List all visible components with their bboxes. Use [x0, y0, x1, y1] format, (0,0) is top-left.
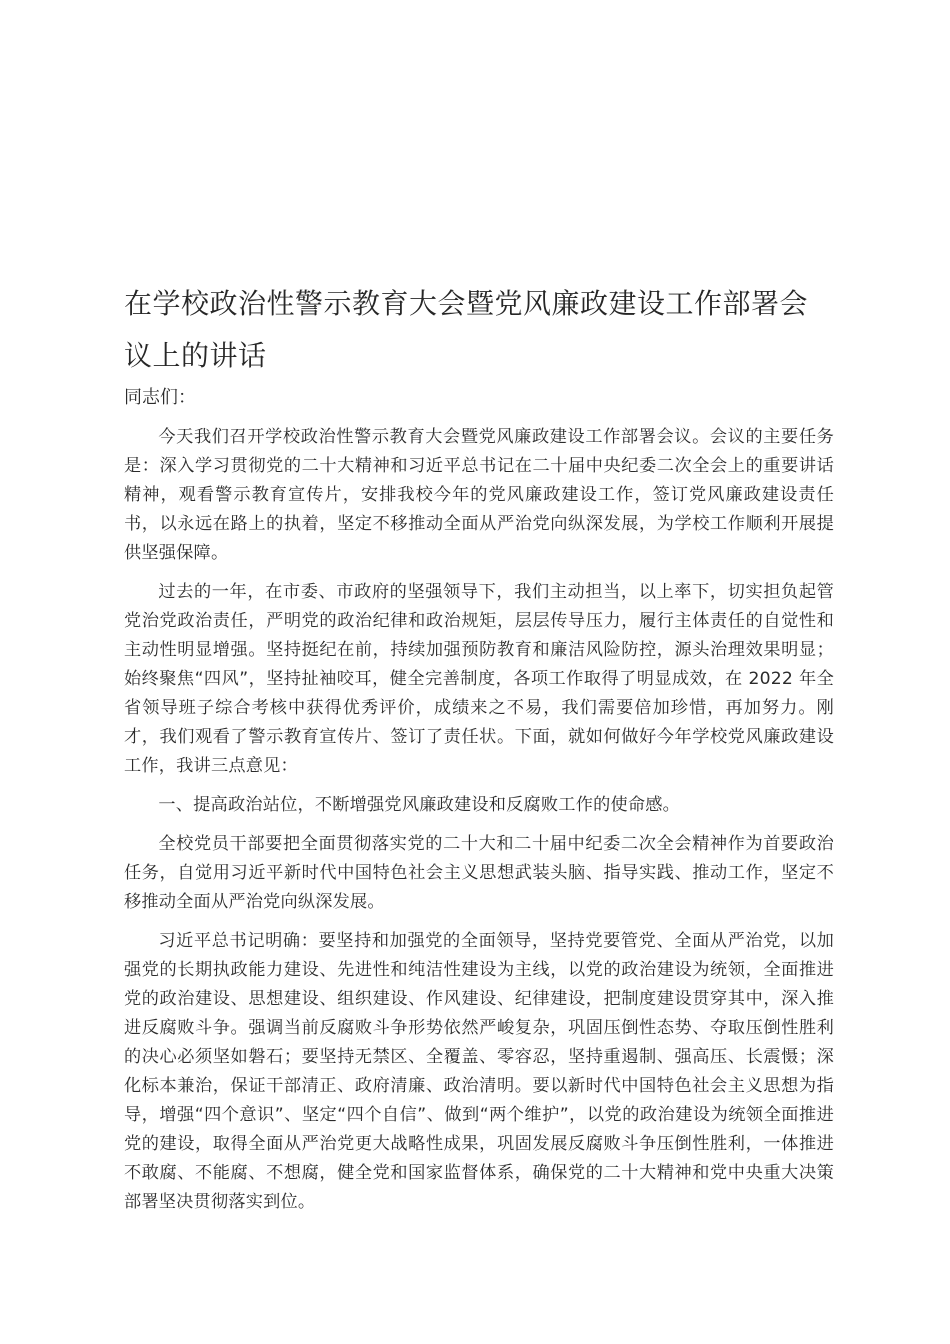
document-title: 在学校政治性警示教育大会暨党风廉政建设工作部署会议上的讲话	[124, 287, 809, 372]
paragraph-review: 过去的一年，在市委、市政府的坚强领导下，我们主动担当，以上率下，切实担负起管党治党政治责任，严明党的政治纪律和政治规矩，层层传导压力，履行主体责任的自觉性和主动性明显增强。坚持挺纪在前，持续加强预防教育和廉洁风险防控，源头治理效果明显；始终聚焦“四风”，坚持扯袖咬耳，健全完善制度，各项工作取得了明显成效，在 2022 年全省领导班子综合考核中获得优秀评价，成绩来之不易，我们需要倍加珍惜，再加努力。刚才，我们观看了警示教育宣传片、签订了责任状。下面，就如何做好今年学校党风廉政建设工作，我讲三点意见：	[124, 582, 834, 776]
paragraph-task: 全校党员干部要把全面贯彻落实党的二十大和二十届中纪委二次全会精神作为首要政治任务，自觉用习近平新时代中国特色社会主义思想武装头脑、指导实践、推动工作，坚定不移推动全面从严治党向纵深发展。	[124, 834, 834, 912]
paragraph-opening: 今天我们召开学校政治性警示教育大会暨党风廉政建设工作部署会议。会议的主要任务是：深入学习贯彻党的二十大精神和习近平总书记在二十届中央纪委二次全会上的重要讲话精神，观看警示教育宣传片，安排我校今年的党风廉政建设工作，签订党风廉政建设责任书，以永远在路上的执着，坚定不移推动全面从严治党向纵深发展，为学校工作顺利开展提供坚强保障。	[124, 427, 834, 563]
salutation: 同志们：	[124, 387, 196, 408]
document-body	[124, 423, 834, 1227]
section-heading-1: 一、提高政治站位，不断增强党风廉政建设和反腐败工作的使命感。	[158, 795, 681, 815]
paragraph-instruction: 习近平总书记明确：要坚持和加强党的全面领导，坚持党要管党、全面从严治党，以加强党的长期执政能力建设、先进性和纯洁性建设为主线，以党的政治建设为统领，全面推进党的政治建设、思想建设、组织建设、作风建设、纪律建设，把制度建设贯穿其中，深入推进反腐败斗争。强调当前反腐败斗争形势依然严峻复杂，巩固压倒性态势、夺取压倒性胜利的决心必须坚如磐石；要坚持无禁区、全覆盖、零容忍，坚持重遏制、强高压、长震慑；深化标本兼治，保证干部清正、政府清廉、政治清明。要以新时代中国特色社会主义思想为指导，增强“四个意识”、坚定“四个自信”、做到“两个维护”，以党的政治建设为统领全面推进党的建设，取得全面从严治党更大战略性成果，巩固发展反腐败斗争压倒性胜利，一体推进不敢腐、不能腐、不想腐，健全党和国家监督体系，确保党的二十大精神和党中央重大决策部署坚决贯彻落实到位。	[124, 931, 834, 1212]
